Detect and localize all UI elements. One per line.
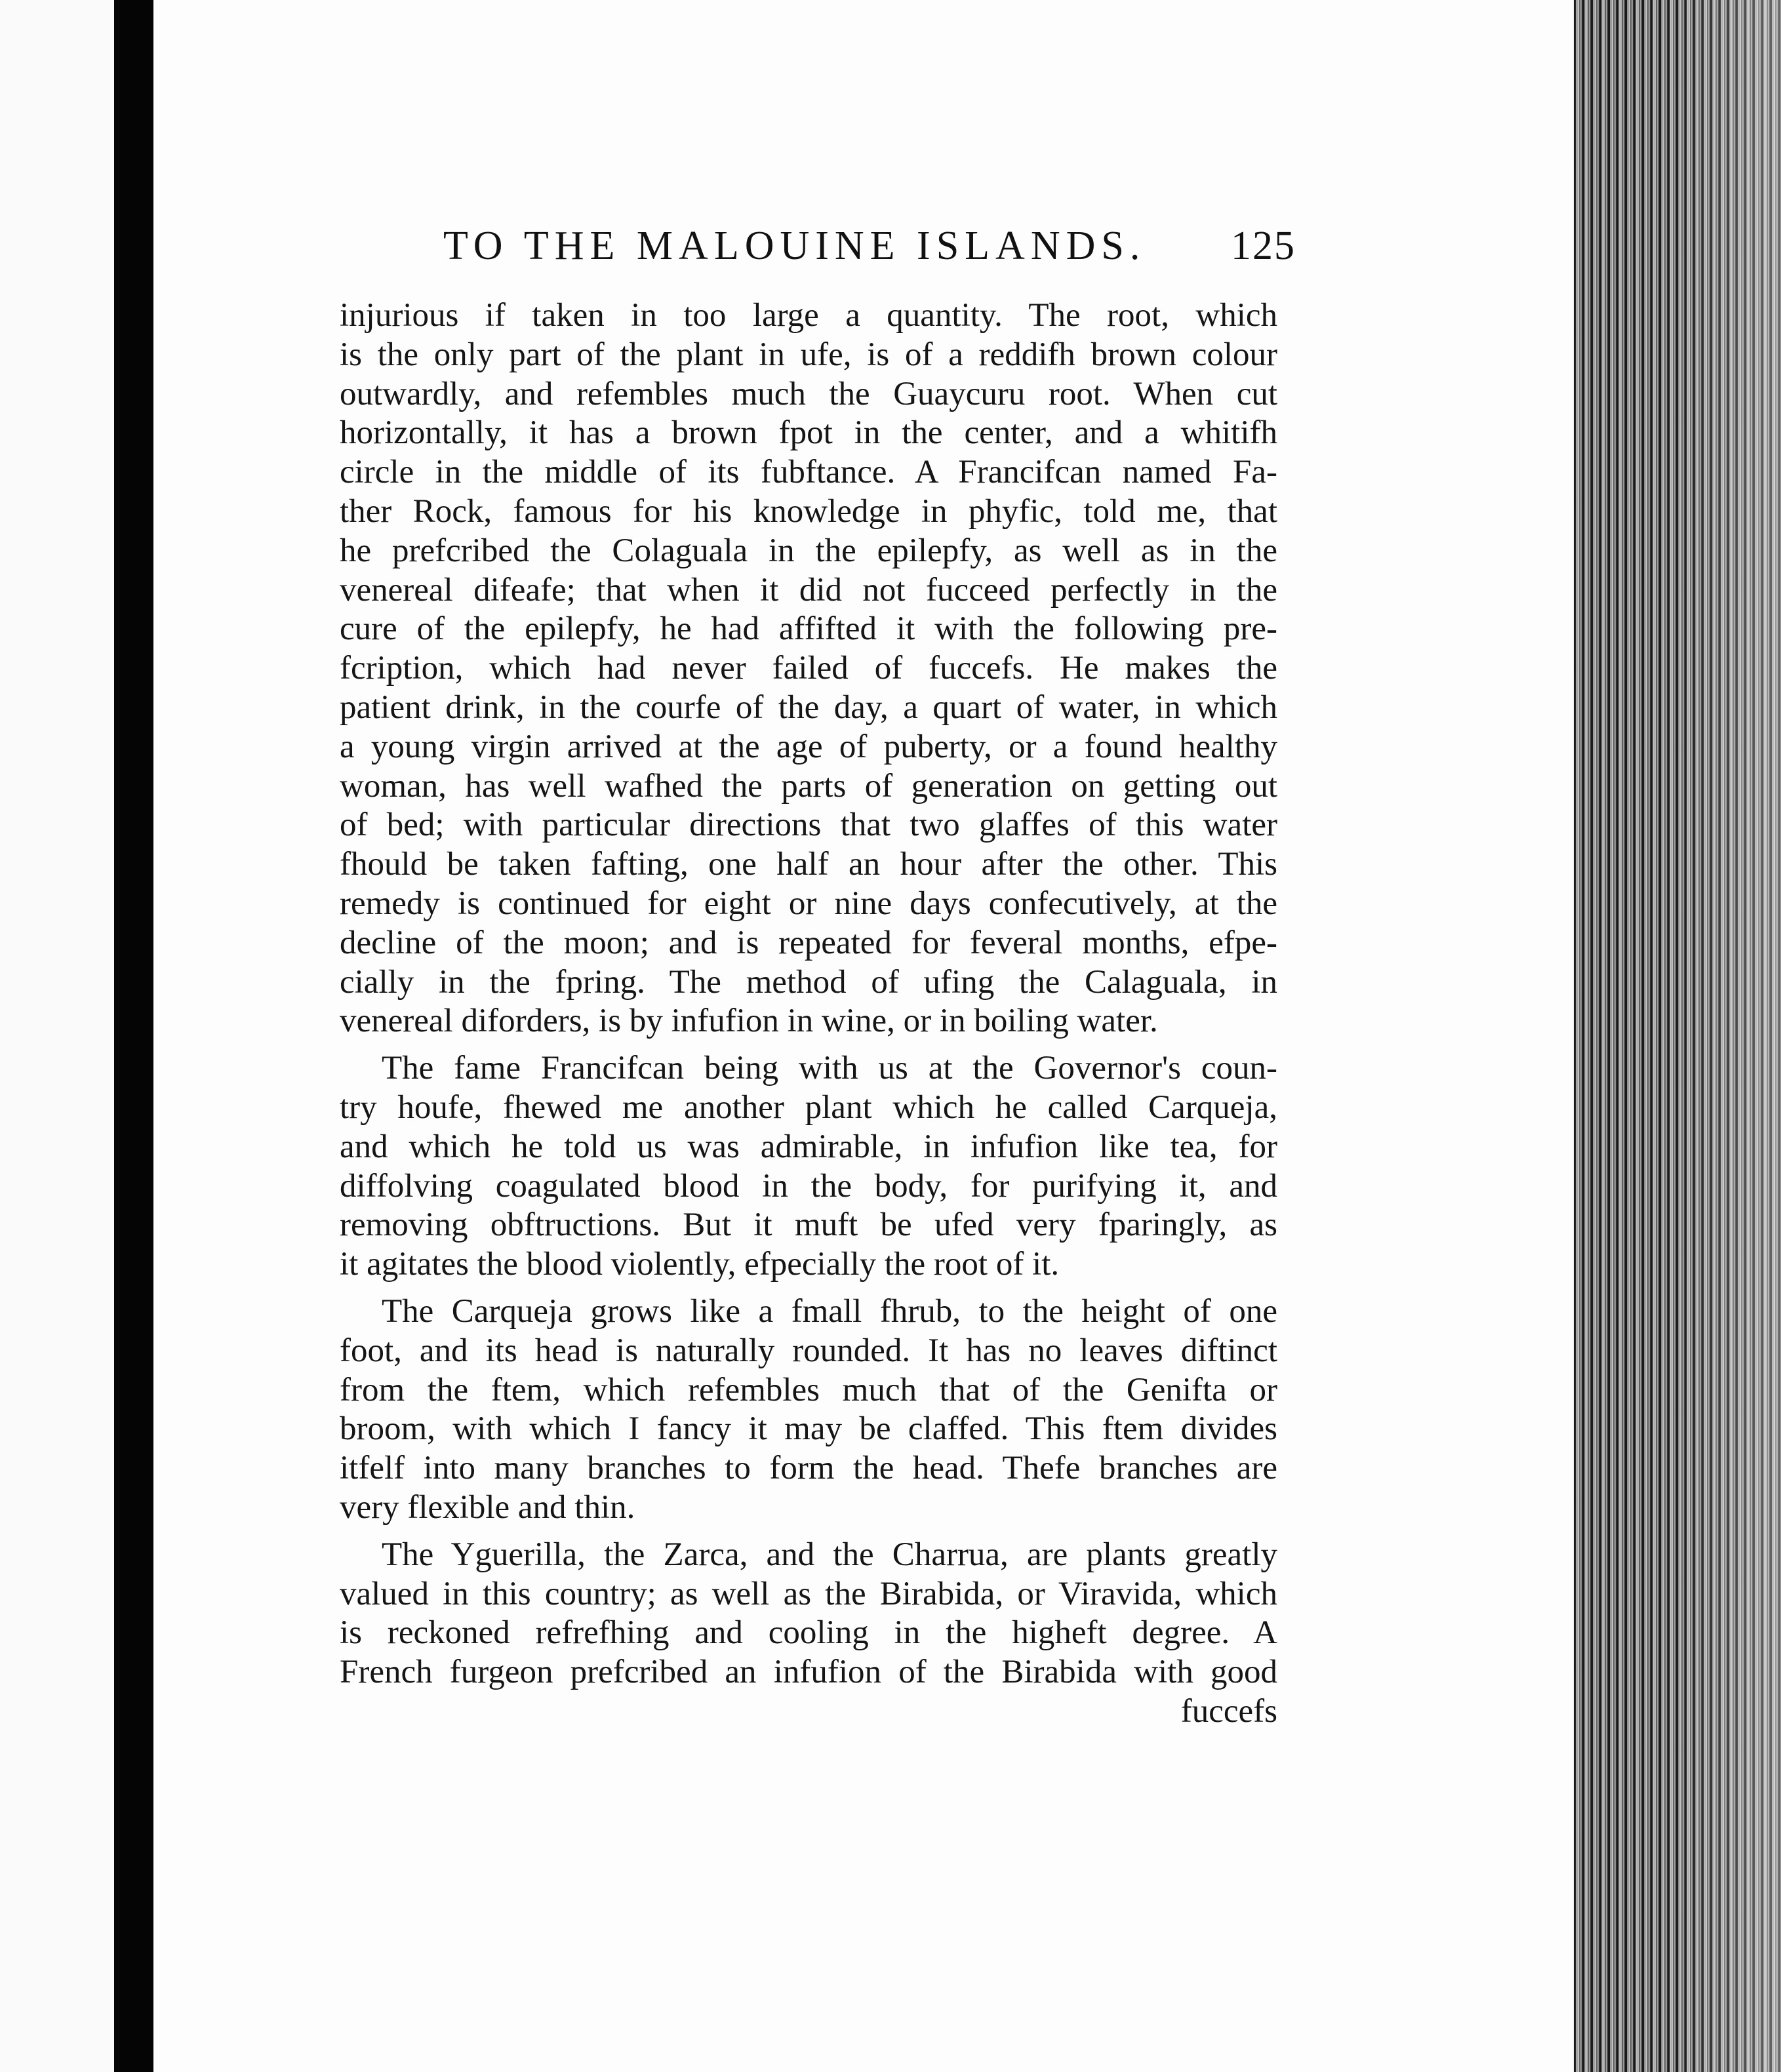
text-line: is reckoned refrefhing and cooling in the higheft degree. A <box>340 1614 1277 1652</box>
text-line: from the ftem, which refembles much that of the Genifta or <box>340 1371 1277 1408</box>
text-line: decline of the moon; and is repeated for feveral months, efpe- <box>340 924 1277 961</box>
page-number: 125 <box>1231 224 1296 268</box>
text-line: horizontally, it has a brown fpot in the center, and a whitifh <box>340 414 1277 452</box>
text-line: The Yguerilla, the Zarca, and the Charrua, are plants greatly <box>382 1536 1277 1573</box>
text-line: diffolving coagulated blood in the body, for purifying it, and <box>340 1167 1277 1205</box>
text-line: a young virgin arrived at the age of puberty, or a found healthy <box>340 728 1277 765</box>
text-line: injurious if taken in too large a quantity. The root, which <box>340 297 1277 334</box>
text-line: removing obftructions. But it muft be ufed very fparingly, as <box>340 1206 1277 1244</box>
paragraph <box>340 1049 1277 1285</box>
text-line: fhould be taken fafting, one half an hour after the other. This <box>340 846 1277 883</box>
text-line: ther Rock, famous for his knowledge in phyfic, told me, that <box>340 492 1277 530</box>
text-line: of bed; with particular directions that two glaffes of this water <box>340 807 1277 844</box>
paragraph <box>340 296 1277 1041</box>
text-line: foot, and its head is naturally rounded. It has no leaves diftinct <box>340 1332 1277 1369</box>
text-line: remedy is continued for eight or nine days confecutively, at the <box>340 885 1277 922</box>
text-line: venereal diforders, is by infufion in wine, or in boiling water. <box>340 1003 1158 1040</box>
text-line: French furgeon prefcribed an infufion of the Birabida with good <box>340 1654 1277 1691</box>
text-line: is the only part of the plant in ufe, is of a reddifh brown colour <box>340 336 1277 373</box>
text-line: itfelf into many branches to form the head. Thefe branches are <box>340 1450 1277 1487</box>
facing-page-edge <box>0 0 114 2072</box>
text-line: he prefcribed the Colaguala in the epilepfy, as well as in the <box>340 532 1277 569</box>
paragraph-gap <box>340 1528 1277 1536</box>
text-line: outwardly, and refembles much the Guaycuru root. When cut <box>340 375 1277 412</box>
text-line: The fame Francifcan being with us at the Governor's coun- <box>382 1050 1277 1087</box>
text-line: cure of the epilepfy, he had affifted it with the following pre- <box>340 610 1277 648</box>
paragraph-gap <box>340 1041 1277 1049</box>
body-text <box>340 296 1277 1732</box>
text-line: try houfe, fhewed me another plant which he called Carqueja, <box>340 1088 1277 1126</box>
catchword: fuccefs <box>1180 1692 1277 1730</box>
text-line: circle in the middle of its fubftance. A Francifcan named Fa- <box>340 454 1277 491</box>
text-line: very flexible and thin. <box>340 1488 635 1526</box>
text-line: The Carqueja grows like a fmall fhrub, to the height of one <box>382 1292 1277 1330</box>
paragraph <box>340 1292 1277 1528</box>
text-line: broom, with which I fancy it may be claffed. This ftem divides <box>340 1410 1277 1448</box>
page-edges-stack <box>1574 0 1781 2072</box>
text-line: and which he told us was admirable, in infufion like tea, for <box>340 1128 1277 1165</box>
paragraph <box>340 1536 1277 1692</box>
text-line: woman, has well wafhed the parts of generation on getting out <box>340 767 1277 805</box>
running-head <box>443 223 1296 295</box>
text-line: cially in the fpring. The method of ufing the Calaguala, in <box>340 963 1277 1001</box>
text-line: venereal difeafe; that when it did not fucceed perfectly in the <box>340 571 1277 608</box>
text-line: patient drink, in the courfe of the day, a quart of water, in which <box>340 688 1277 726</box>
text-line: fcription, which had never failed of fuccefs. He makes the <box>340 650 1277 687</box>
book-gutter <box>114 0 153 2072</box>
text-line: valued in this country; as well as the Birabida, or Viravida, which <box>340 1575 1277 1612</box>
paragraph-gap <box>340 1285 1277 1292</box>
running-head-title: TO THE MALOUINE ISLANDS. <box>443 224 1146 268</box>
text-line: it agitates the blood violently, efpecially the root of it. <box>340 1246 1060 1283</box>
